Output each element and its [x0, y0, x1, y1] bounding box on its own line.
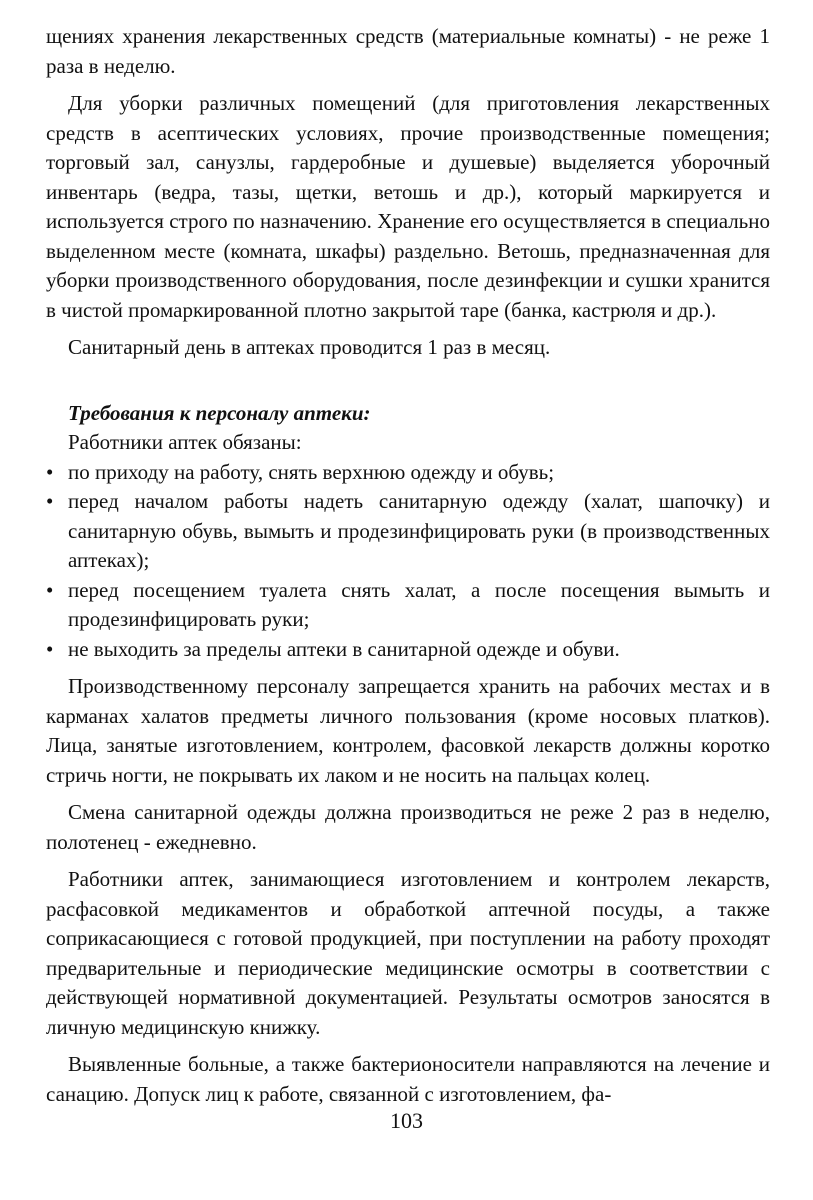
- page-body: [46, 22, 770, 1109]
- bullet-icon: •: [46, 489, 54, 513]
- list-item: [46, 576, 770, 635]
- list-item-text: перед началом работы надеть санитарную одежду (халат, шапочку) и санитарную обувь, вымыть и продезинфицировать руки (в производственных аптеках);: [68, 489, 770, 572]
- section-intro: Работники аптек обязаны:: [68, 430, 302, 454]
- paragraph-sick-workers: Выявленные больные, а также бактерионосители направляются на лечение и санацию. Допуск лиц к работе, связанной с изготовлением, фа-: [46, 1052, 770, 1106]
- bullet-icon: •: [46, 577, 54, 602]
- paragraph-continuation: щениях хранения лекарственных средств (материальные комнаты) - не реже 1 раза в неделю.: [46, 24, 770, 78]
- list-item-text: по приходу на работу, снять верхнюю одежду и обувь;: [68, 459, 555, 484]
- paragraph-cleaning-inventory: Для уборки различных помещений (для приготовления лекарственных средств в асептических условиях, прочие производственные помещения; торговый зал, санузлы, гардеробные и душевые) выделяется уборочный инвентарь (ведра, тазы, щетки, ветошь и др.), который маркируется и используется строго по назначению. Хранение его осуществляется в специально выделенном месте (комната, шкафы) раздельно. Ветошь, предназначенная для уборки производственного оборудования, после дезинфекции и сушки хранится в чистой промаркированной плотно закрытой таре (банка, кастрюля и др.).: [46, 91, 770, 322]
- list-item-text: не выходить за пределы аптеки в санитарной одежде и обуви.: [68, 636, 620, 661]
- bullet-icon: •: [46, 459, 54, 484]
- list-item-text: перед посещением туалета снять халат, а после посещения вымыть и продезинфицировать руки;: [68, 577, 770, 631]
- paragraph-personal-items: Производственному персоналу запрещается хранить на рабочих местах и в карманах халатов предметы личного пользования (кроме носовых платков). Лица, занятые изготовлением, контролем, фасовкой лекарств должны коротко стричь ногти, не покрывать их лаком и не носить на пальцах колец.: [46, 674, 770, 787]
- paragraph-clothing-change: Смена санитарной одежды должна производиться не реже 2 раз в неделю, полотенец - ежедневно.: [46, 800, 770, 854]
- bullet-icon: •: [46, 636, 54, 661]
- paragraph-sanitary-day: Санитарный день в аптеках проводится 1 раз в месяц.: [68, 335, 551, 359]
- page-number: 103: [390, 1108, 423, 1133]
- staff-duties-list: [46, 458, 770, 665]
- section-heading: Требования к персоналу аптеки:: [68, 400, 371, 425]
- paragraph-medical-exams: Работники аптек, занимающиеся изготовлением и контролем лекарств, расфасовкой медикаментов и обработкой аптечной посуды, а также соприкасающиеся с готовой продукцией, при поступлении на работу проходят предварительные и периодические медицинские осмотры в соответствии с действующей нормативной документацией. Результаты осмотров заносятся в личную медицинскую книжку.: [46, 867, 770, 1039]
- list-item: [46, 487, 770, 576]
- list-item: [46, 458, 770, 488]
- list-item: [46, 635, 770, 665]
